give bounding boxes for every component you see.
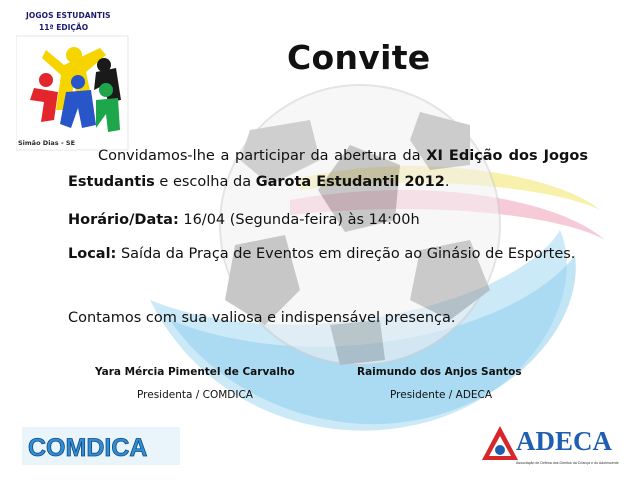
event-name: XI Edição dos Jogos Estudantis [68,148,588,190]
logo-edition: 11ª EDIÇÃO [39,23,89,32]
invitation-text-2: e escolha da [154,174,256,190]
adeca-logo-text: ADECA [516,426,613,456]
contest-name: Garota Estudantil 2012 [255,174,445,190]
signature-name-comdica: Yara Mércia Pimentel de Carvalho [95,366,295,378]
adeca-logo [482,420,628,474]
logo-title: JOGOS ESTUDANTIS [26,11,111,20]
comdica-logo [22,425,182,467]
logo-caption: Simão Dias - SE [18,139,76,147]
invitation-period: . [444,174,450,190]
place-value: Saída da Praça de Eventos em direção ao Ginásio de Esportes. [116,246,576,262]
page-title: Convite [287,38,431,77]
comdica-logo-text: COMDICA [28,434,148,462]
adeca-logo-caption: Associação de Defesa dos Direitos da Criança e do Adolescente [516,461,619,465]
place-line [68,246,575,262]
jogos-estudantis-logo [16,10,134,160]
signature-name-adeca: Raimundo dos Anjos Santos [357,366,522,378]
schedule-value: 16/04 (Segunda-feira) às 14:00h [178,212,420,228]
invitation-text: Convidamos-lhe a participar da abertura da [98,148,427,164]
signature-role-comdica: Presidenta / COMDICA [137,389,253,401]
closing-line: Contamos com sua valiosa e indispensável presença. [68,310,456,326]
place-label: Local: [68,246,117,262]
signature-role-adeca: Presidente / ADECA [390,389,493,401]
schedule-label: Horário/Data: [68,212,179,228]
invitation-paragraph [68,143,588,195]
schedule-line [68,212,420,228]
